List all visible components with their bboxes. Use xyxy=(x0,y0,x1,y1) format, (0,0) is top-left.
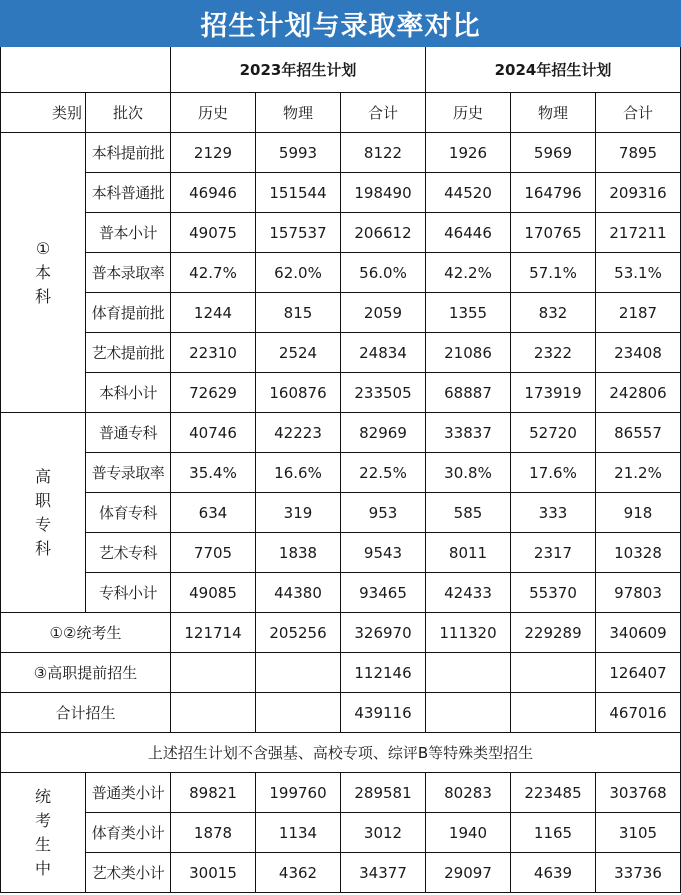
total-label: ③高职提前招生 xyxy=(1,653,171,693)
value-cell: 2059 xyxy=(341,293,426,333)
value-cell: 9543 xyxy=(341,533,426,573)
total-row xyxy=(1,653,681,693)
batch-label: 体育提前批 xyxy=(86,293,171,333)
value-cell: 53.1% xyxy=(596,253,681,293)
value-cell: 121714 xyxy=(171,613,256,653)
batch-label: 普通专科 xyxy=(86,413,171,453)
value-cell: 35.4% xyxy=(171,453,256,493)
header-row-years xyxy=(1,47,681,93)
value-cell: 44520 xyxy=(426,173,511,213)
value-cell: 223485 xyxy=(511,773,596,813)
value-cell: 33837 xyxy=(426,413,511,453)
value-cell: 173919 xyxy=(511,373,596,413)
value-cell: 21086 xyxy=(426,333,511,373)
note-text: 上述招生计划不含强基、高校专项、综评B等特殊类型招生 xyxy=(1,733,681,773)
value-cell: 3012 xyxy=(341,813,426,853)
value-cell: 3105 xyxy=(596,813,681,853)
value-cell: 49075 xyxy=(171,213,256,253)
category-char: 本 xyxy=(34,262,51,282)
value-cell xyxy=(171,693,256,733)
value-cell: 42223 xyxy=(256,413,341,453)
value-cell: 68887 xyxy=(426,373,511,413)
table-row xyxy=(1,773,681,813)
header-subject: 物理 xyxy=(256,93,341,133)
batch-label: 普本录取率 xyxy=(86,253,171,293)
value-cell: 229289 xyxy=(511,613,596,653)
value-cell: 1838 xyxy=(256,533,341,573)
value-cell: 4362 xyxy=(256,853,341,893)
value-cell: 46446 xyxy=(426,213,511,253)
batch-label: 体育专科 xyxy=(86,493,171,533)
table-row xyxy=(1,133,681,173)
value-cell: 56.0% xyxy=(341,253,426,293)
value-cell: 217211 xyxy=(596,213,681,253)
value-cell: 340609 xyxy=(596,613,681,653)
value-cell: 7705 xyxy=(171,533,256,573)
value-cell: 42.7% xyxy=(171,253,256,293)
header-subject: 物理 xyxy=(511,93,596,133)
value-cell: 126407 xyxy=(596,653,681,693)
value-cell: 326970 xyxy=(341,613,426,653)
value-cell xyxy=(256,693,341,733)
table-row xyxy=(1,293,681,333)
batch-label: 普通类小计 xyxy=(86,773,171,813)
value-cell: 40746 xyxy=(171,413,256,453)
table-row xyxy=(1,453,681,493)
header-subject: 历史 xyxy=(171,93,256,133)
value-cell: 23408 xyxy=(596,333,681,373)
value-cell: 953 xyxy=(341,493,426,533)
value-cell: 97803 xyxy=(596,573,681,613)
value-cell: 29097 xyxy=(426,853,511,893)
value-cell: 62.0% xyxy=(256,253,341,293)
value-cell: 1940 xyxy=(426,813,511,853)
batch-label: 艺术专科 xyxy=(86,533,171,573)
value-cell: 199760 xyxy=(256,773,341,813)
category-char: 科 xyxy=(34,286,51,306)
value-cell: 157537 xyxy=(256,213,341,253)
value-cell: 1878 xyxy=(171,813,256,853)
value-cell xyxy=(426,653,511,693)
value-cell: 5969 xyxy=(511,133,596,173)
value-cell: 72629 xyxy=(171,373,256,413)
category-char: 专 xyxy=(34,514,51,534)
value-cell: 4639 xyxy=(511,853,596,893)
category-char: 科 xyxy=(34,538,51,558)
value-cell: 1355 xyxy=(426,293,511,333)
value-cell: 46946 xyxy=(171,173,256,213)
batch-label: 本科普通批 xyxy=(86,173,171,213)
value-cell: 585 xyxy=(426,493,511,533)
value-cell: 33736 xyxy=(596,853,681,893)
value-cell: 30.8% xyxy=(426,453,511,493)
value-cell: 2187 xyxy=(596,293,681,333)
value-cell: 2322 xyxy=(511,333,596,373)
total-label: ①②统考生 xyxy=(1,613,171,653)
value-cell: 1134 xyxy=(256,813,341,853)
value-cell: 42.2% xyxy=(426,253,511,293)
value-cell: 151544 xyxy=(256,173,341,213)
header-subject: 合计 xyxy=(596,93,681,133)
category-char: 职 xyxy=(34,490,51,510)
value-cell: 289581 xyxy=(341,773,426,813)
table-row xyxy=(1,333,681,373)
value-cell: 55370 xyxy=(511,573,596,613)
value-cell: 467016 xyxy=(596,693,681,733)
value-cell: 30015 xyxy=(171,853,256,893)
category-char: ① xyxy=(35,238,51,258)
category-char: 生 xyxy=(34,834,51,854)
table-row xyxy=(1,533,681,573)
table-row xyxy=(1,373,681,413)
page-title: 招生计划与录取率对比 xyxy=(0,0,681,47)
value-cell: 89821 xyxy=(171,773,256,813)
category-char: 高 xyxy=(34,466,51,486)
value-cell: 93465 xyxy=(341,573,426,613)
batch-label: 专科小计 xyxy=(86,573,171,613)
header-2024: 2024年招生计划 xyxy=(426,47,681,93)
value-cell: 1244 xyxy=(171,293,256,333)
value-cell: 80283 xyxy=(426,773,511,813)
value-cell: 2129 xyxy=(171,133,256,173)
total-row xyxy=(1,613,681,653)
batch-label: 普专录取率 xyxy=(86,453,171,493)
category-tongkao xyxy=(1,773,86,893)
value-cell xyxy=(171,653,256,693)
value-cell: 16.6% xyxy=(256,453,341,493)
value-cell: 17.6% xyxy=(511,453,596,493)
value-cell: 233505 xyxy=(341,373,426,413)
value-cell: 34377 xyxy=(341,853,426,893)
table-row xyxy=(1,493,681,533)
value-cell: 170765 xyxy=(511,213,596,253)
value-cell: 49085 xyxy=(171,573,256,613)
value-cell xyxy=(426,693,511,733)
table-row xyxy=(1,413,681,453)
value-cell: 10328 xyxy=(596,533,681,573)
value-cell xyxy=(256,653,341,693)
value-cell: 57.1% xyxy=(511,253,596,293)
value-cell: 21.2% xyxy=(596,453,681,493)
batch-label: 普本小计 xyxy=(86,213,171,253)
batch-label: 艺术提前批 xyxy=(86,333,171,373)
value-cell: 205256 xyxy=(256,613,341,653)
category-zhuanke xyxy=(1,413,86,613)
table-row xyxy=(1,173,681,213)
value-cell: 8122 xyxy=(341,133,426,173)
value-cell: 164796 xyxy=(511,173,596,213)
category-benke xyxy=(1,133,86,413)
header-2023: 2023年招生计划 xyxy=(171,47,426,93)
value-cell: 303768 xyxy=(596,773,681,813)
value-cell: 1926 xyxy=(426,133,511,173)
enrollment-table xyxy=(0,47,681,893)
note-row xyxy=(1,733,681,773)
batch-label: 本科小计 xyxy=(86,373,171,413)
value-cell: 82969 xyxy=(341,413,426,453)
header-category: 类别 xyxy=(1,93,86,133)
value-cell: 160876 xyxy=(256,373,341,413)
category-char: 中 xyxy=(34,858,51,878)
value-cell: 918 xyxy=(596,493,681,533)
value-cell: 2317 xyxy=(511,533,596,573)
value-cell: 5993 xyxy=(256,133,341,173)
value-cell: 52720 xyxy=(511,413,596,453)
total-label: 合计招生 xyxy=(1,693,171,733)
value-cell: 242806 xyxy=(596,373,681,413)
table-row xyxy=(1,253,681,293)
value-cell xyxy=(511,653,596,693)
header-subject: 历史 xyxy=(426,93,511,133)
value-cell: 8011 xyxy=(426,533,511,573)
value-cell: 22310 xyxy=(171,333,256,373)
total-row xyxy=(1,693,681,733)
header-subject: 合计 xyxy=(341,93,426,133)
value-cell: 832 xyxy=(511,293,596,333)
batch-label: 艺术类小计 xyxy=(86,853,171,893)
value-cell xyxy=(511,693,596,733)
value-cell: 209316 xyxy=(596,173,681,213)
value-cell: 198490 xyxy=(341,173,426,213)
batch-label: 体育类小计 xyxy=(86,813,171,853)
value-cell: 42433 xyxy=(426,573,511,613)
value-cell: 22.5% xyxy=(341,453,426,493)
header-batch: 批次 xyxy=(86,93,171,133)
value-cell: 333 xyxy=(511,493,596,533)
value-cell: 24834 xyxy=(341,333,426,373)
header-corner xyxy=(1,47,171,93)
value-cell: 815 xyxy=(256,293,341,333)
value-cell: 634 xyxy=(171,493,256,533)
table-row xyxy=(1,213,681,253)
table-row xyxy=(1,853,681,893)
value-cell: 44380 xyxy=(256,573,341,613)
value-cell: 319 xyxy=(256,493,341,533)
value-cell: 86557 xyxy=(596,413,681,453)
category-char: 统 xyxy=(34,786,51,806)
value-cell: 206612 xyxy=(341,213,426,253)
table-row xyxy=(1,573,681,613)
table-row xyxy=(1,813,681,853)
header-row-subjects xyxy=(1,93,681,133)
batch-label: 本科提前批 xyxy=(86,133,171,173)
value-cell: 439116 xyxy=(341,693,426,733)
value-cell: 2524 xyxy=(256,333,341,373)
value-cell: 111320 xyxy=(426,613,511,653)
category-char: 考 xyxy=(34,810,51,830)
value-cell: 112146 xyxy=(341,653,426,693)
value-cell: 1165 xyxy=(511,813,596,853)
value-cell: 7895 xyxy=(596,133,681,173)
